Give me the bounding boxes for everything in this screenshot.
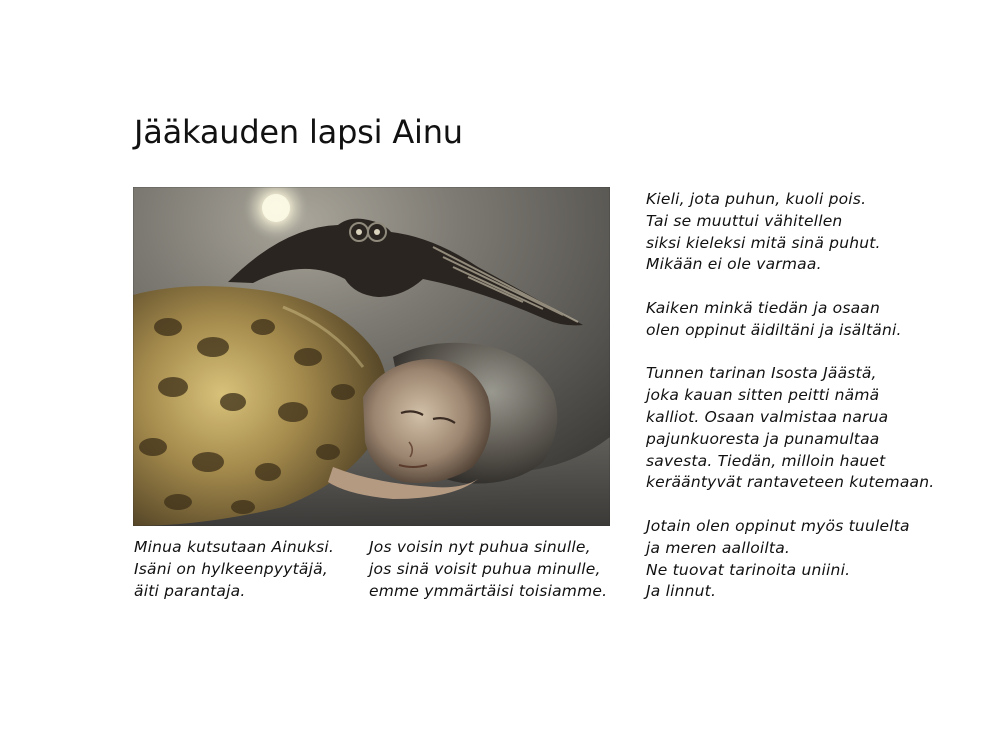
poem-line: Ja linnut. [646,582,717,601]
poem-stanza [646,516,934,603]
caption-middle-line: Jos voisin nyt puhua sinulle, [369,538,591,556]
poem-line: Kaiken minkä tiedän ja osaan [646,298,881,317]
poem-line: Jotain olen oppinut myös tuulelta [646,516,910,535]
illustration-svg [133,187,610,526]
poem-line: Tunnen tarinan Isosta Jäästä, [646,364,877,383]
poem-line: ja meren aalloilta. [646,538,791,557]
caption-middle-line: emme ymmärtäisi toisiamme. [369,581,608,600]
poem-stanza [646,363,934,494]
caption-left [134,537,334,602]
caption-middle [369,537,607,602]
page-title: Jääkauden lapsi Ainu [134,113,463,151]
poem-text [646,189,934,603]
poem-line: Tai se muuttui vähitellen [646,211,843,230]
poem-stanza [646,298,934,342]
poem-line: siksi kieleksi mitä sinä puhut. [646,233,881,252]
poem-line: Mikään ei ole varmaa. [646,255,822,274]
caption-left-line: Isäni on hylkeenpyytäjä, [134,559,328,578]
caption-left-line: äiti parantaja. [134,581,246,600]
poem-line: kalliot. Osaan valmistaa narua [646,407,889,426]
poem-stanza [646,189,934,276]
poem-line: olen oppinut äidiltäni ja isältäni. [646,320,902,339]
poem-line: savesta. Tiedän, milloin hauet [646,451,886,470]
moon-core [262,194,290,222]
poem-line: kerääntyvät rantaveteen kutemaan. [646,473,935,492]
illustration-sleeping-child [133,187,610,526]
poem-line: Kieli, jota puhun, kuoli pois. [646,190,867,208]
poem-line: Ne tuovat tarinoita uniini. [646,560,851,579]
caption-left-line: Minua kutsutaan Ainuksi. [134,538,334,556]
caption-middle-line: jos sinä voisit puhua minulle, [369,559,601,578]
poem-line: joka kauan sitten peitti nämä [646,386,880,405]
poem-line: pajunkuoresta ja punamultaa [646,429,880,448]
